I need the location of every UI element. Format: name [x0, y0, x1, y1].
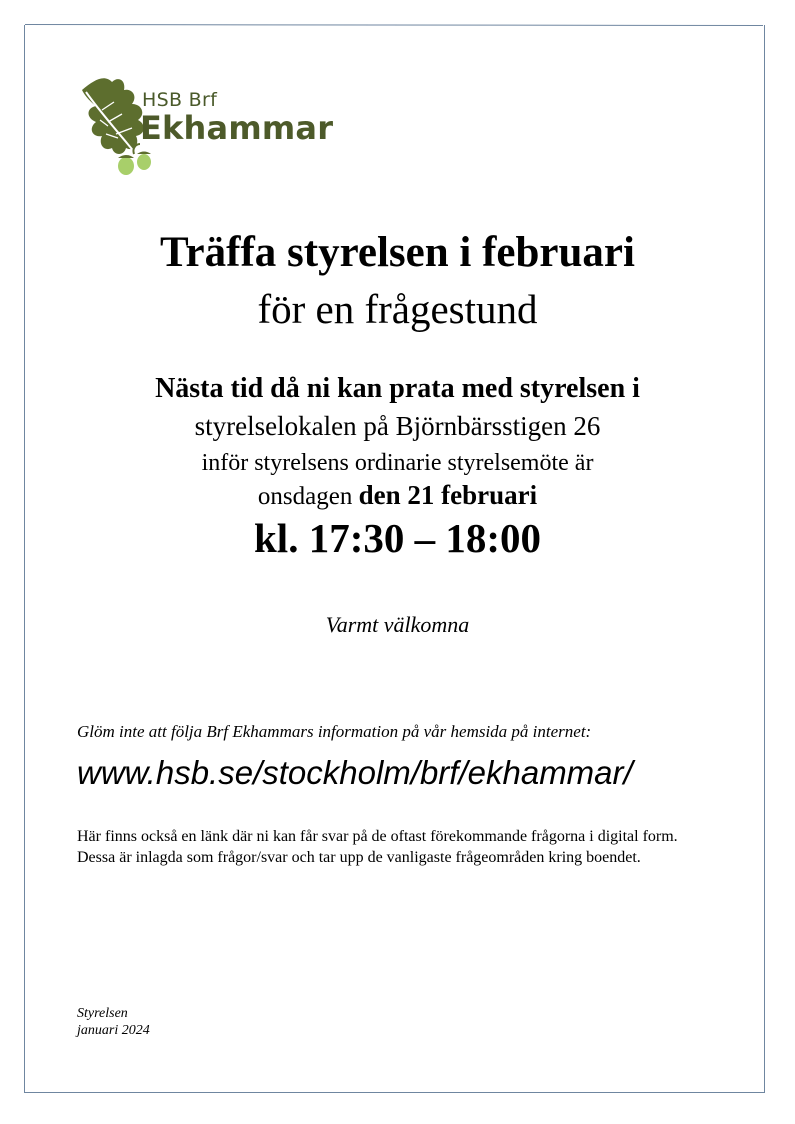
info-location: styrelselokalen på Björnbärsstigen 26 — [194, 411, 601, 441]
page-title: Träffa styrelsen i februari — [160, 229, 635, 276]
logo-text-ekhammar: Ekhammar — [140, 109, 334, 147]
welcome-text: Varmt välkomna — [325, 612, 470, 637]
website-reminder: Glöm inte att följa Brf Ekhammars information på vår hemsida på internet: — [77, 722, 592, 741]
info-day-prefix: onsdagen — [257, 483, 359, 510]
info-lead: Nästa tid då ni kan prata med styrelsen i — [155, 373, 640, 404]
info-date: den 21 februari — [358, 480, 538, 510]
logo-text-hsb-brf: HSB Brf — [142, 89, 218, 111]
faq-paragraph: Här finns också en länk där ni kan får svar på de oftast förekommande frågorna i digital form. Dessa är inlagda som frågor/svar och tar upp de vanligaste frågeområden kring boendet. — [77, 828, 678, 866]
website-url[interactable]: www.hsb.se/stockholm/brf/ekhammar/ — [77, 754, 633, 791]
info-time: kl. 17:30 – 18:00 — [254, 515, 541, 561]
signature — [77, 1005, 150, 1039]
info-context: inför styrelsens ordinarie styrelsemöte är — [201, 450, 594, 476]
signature-date: januari 2024 — [77, 1023, 150, 1038]
info-date-line — [0, 480, 795, 511]
signature-name: Styrelsen — [77, 1006, 128, 1021]
page-subtitle: för en frågestund — [257, 286, 538, 332]
